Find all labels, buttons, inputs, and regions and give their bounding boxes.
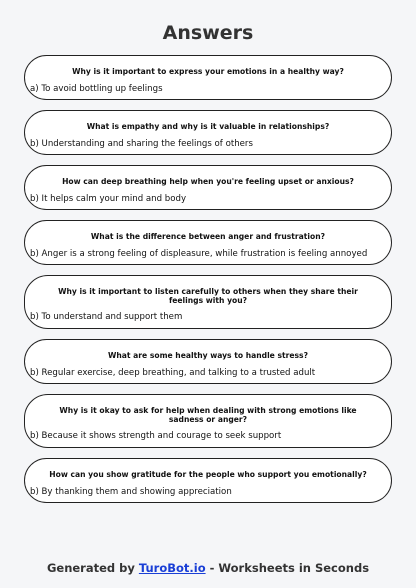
answer-text: a) To avoid bottling up feelings	[30, 84, 163, 94]
question-card	[24, 458, 392, 503]
question-text: Why is it okay to ask for help when dealing with strong emotions like sadness or anger?	[59, 406, 357, 424]
footer	[0, 561, 416, 575]
question-card	[24, 165, 392, 210]
question-text: What are some healthy ways to handle stress?	[108, 351, 308, 360]
question-text: Why is it important to express your emotions in a healthy way?	[72, 67, 344, 76]
question-card	[24, 394, 392, 448]
answer-text: b) Anger is a strong feeling of displeasure, while frustration is feeling annoyed	[30, 249, 368, 259]
question-list	[24, 55, 392, 513]
question-card	[24, 275, 392, 329]
answer-text: b) Regular exercise, deep breathing, and talking to a trusted adult	[30, 368, 316, 378]
footer-prefix: Generated by	[46, 561, 139, 575]
answer-text: b) By thanking them and showing appreciation	[30, 487, 232, 497]
question-text: Why is it important to listen carefully to others when they share their feelings with you?	[58, 287, 358, 305]
question-text: What is empathy and why is it valuable in relationships?	[86, 122, 330, 131]
question-text: What is the difference between anger and frustration?	[90, 232, 326, 241]
question-card	[24, 55, 392, 100]
answer-text: b) It helps calm your mind and body	[30, 194, 187, 204]
question-card	[24, 339, 392, 384]
answer-text: b) Understanding and sharing the feelings of others	[30, 139, 253, 149]
question-card	[24, 110, 392, 155]
turobot-link[interactable]: TuroBot.io	[138, 561, 206, 575]
answer-text: b) To understand and support them	[30, 312, 183, 322]
page-title: Answers	[162, 22, 254, 44]
question-card	[24, 220, 392, 265]
question-text: How can deep breathing help when you're feeling upset or anxious?	[62, 177, 354, 186]
answer-text: b) Because it shows strength and courage to seek support	[30, 431, 282, 441]
footer-suffix: - Worksheets in Seconds	[205, 561, 370, 575]
question-text: How can you show gratitude for the people who support you emotionally?	[49, 470, 367, 479]
